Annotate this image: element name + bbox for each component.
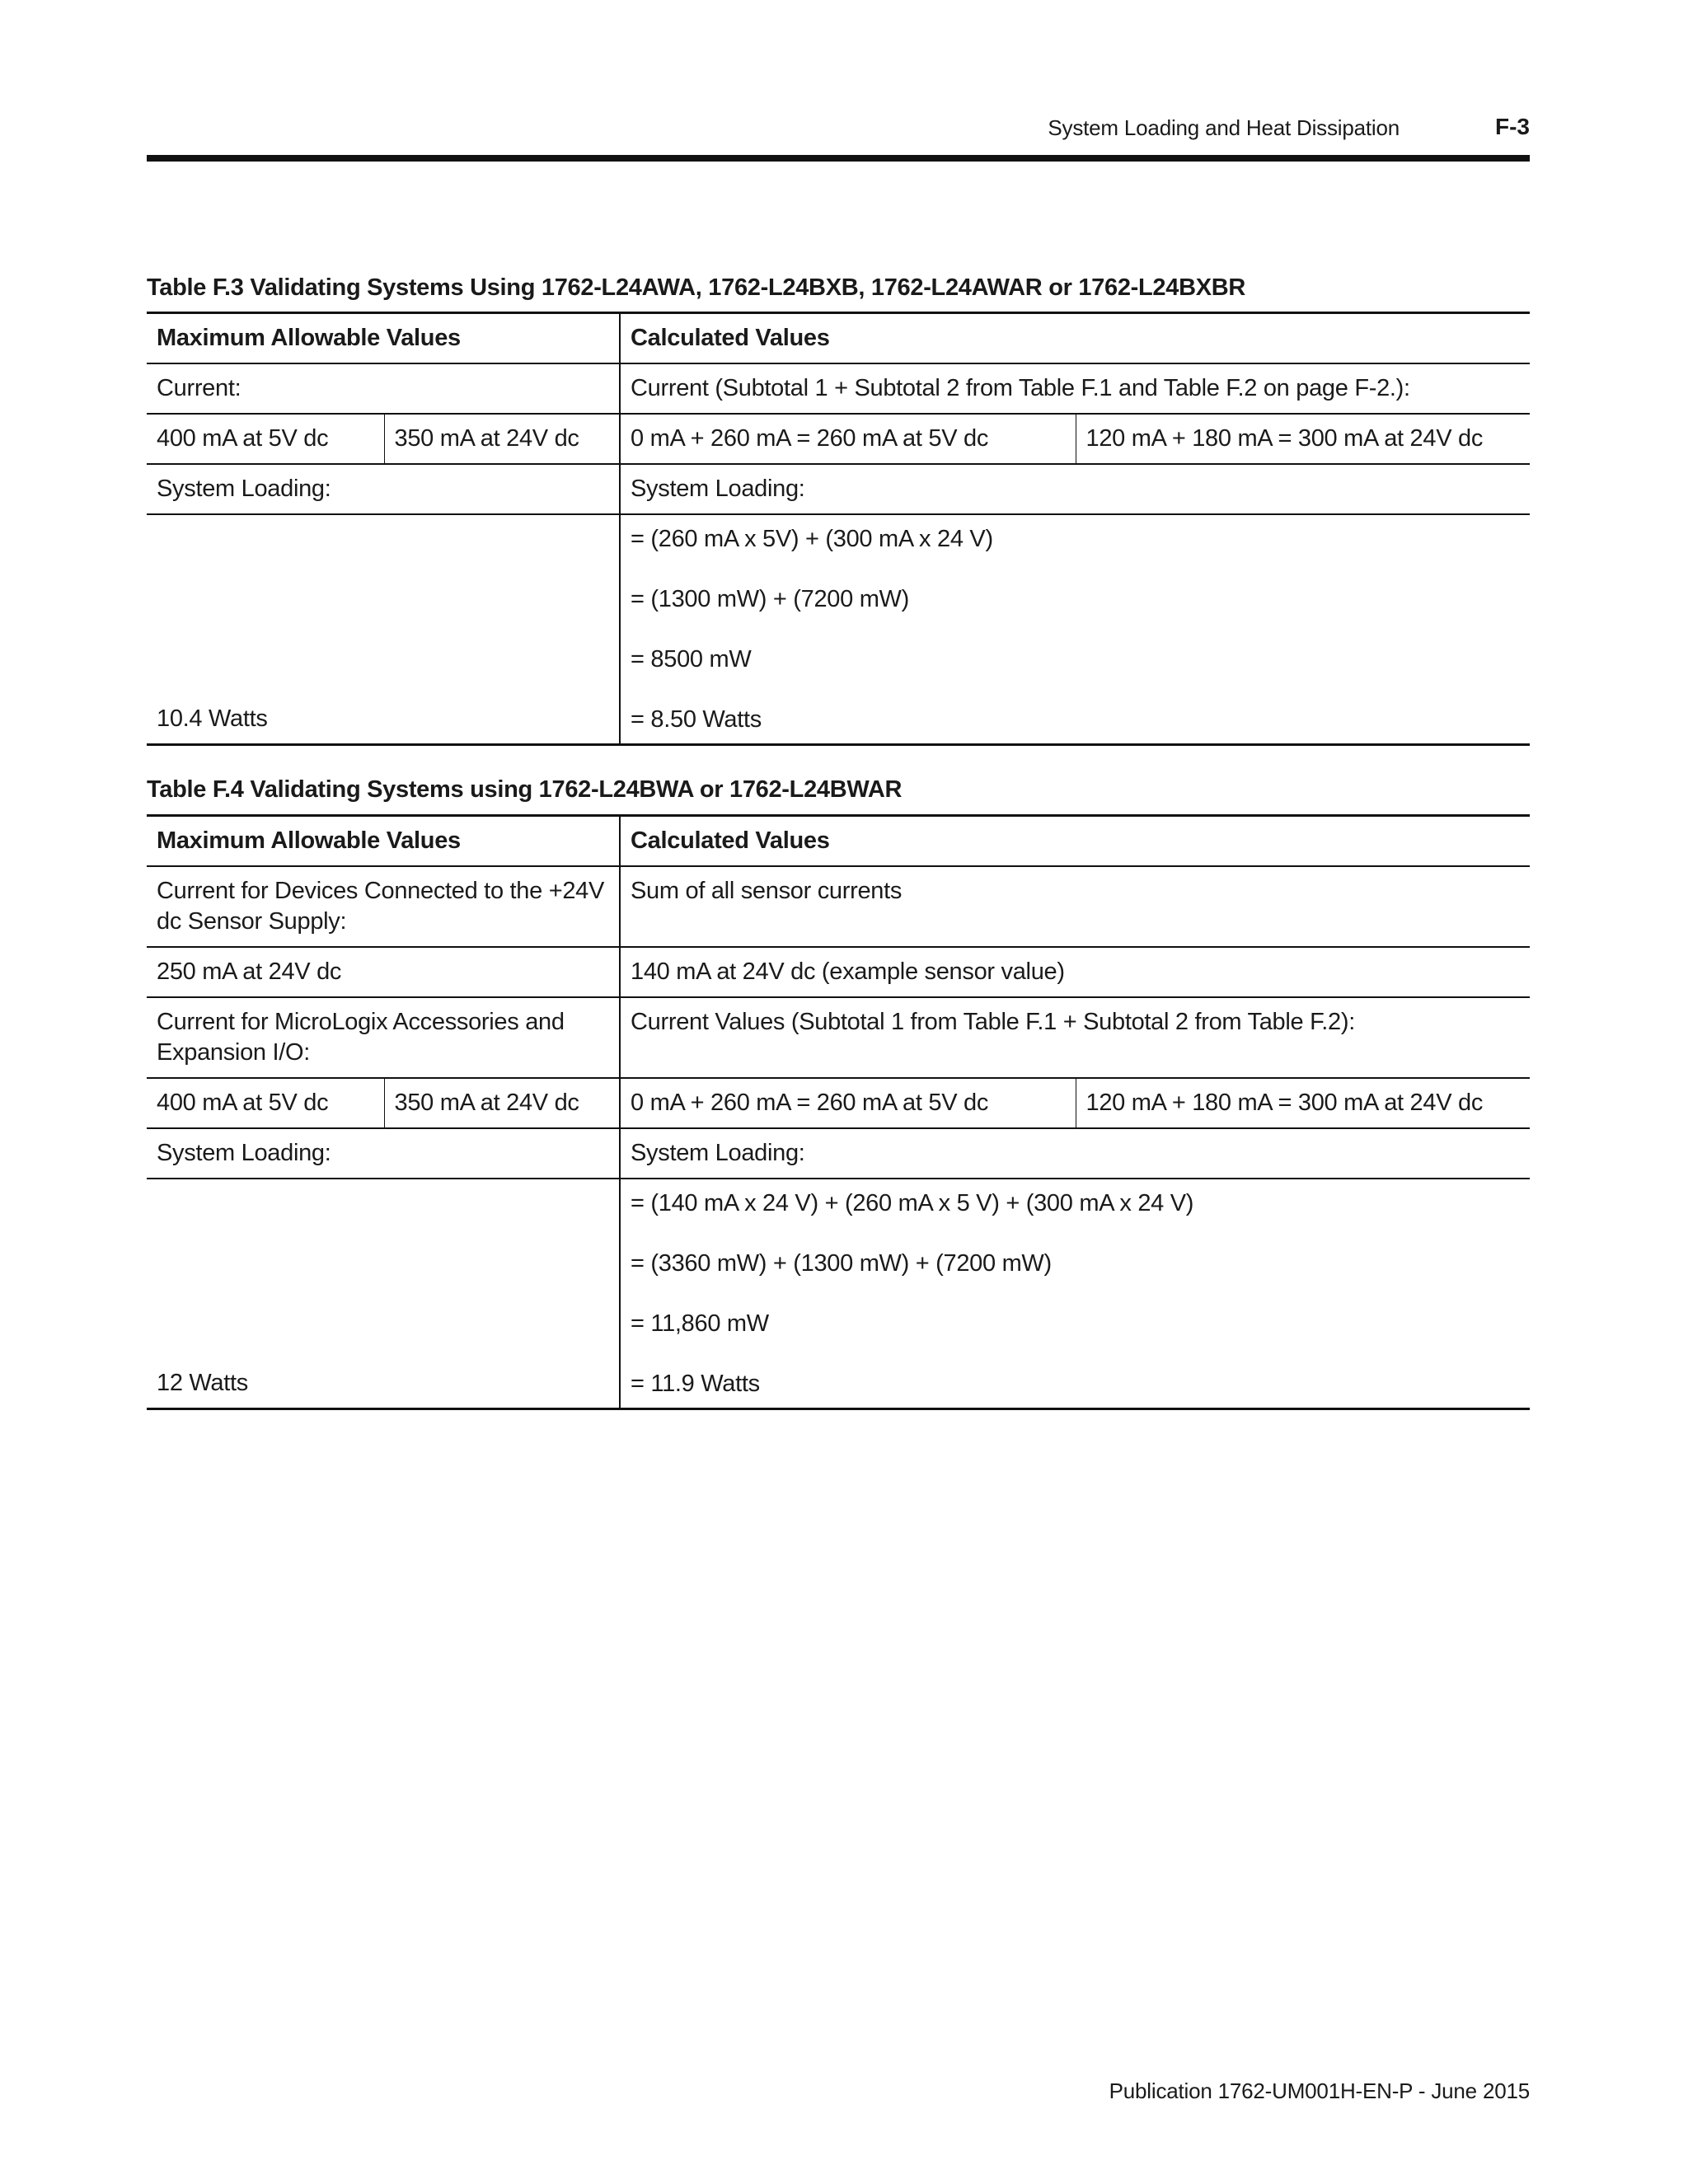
header-rule: [147, 155, 1530, 162]
sensor-max-cell: 250 mA at 24V dc: [147, 947, 620, 997]
table-row: [147, 866, 1530, 947]
table-f4: [147, 814, 1530, 1410]
table-row: [147, 414, 1530, 464]
table-row: [147, 1078, 1530, 1128]
accessories-calc-label: Current Values (Subtotal 1 from Table F.1 + Subtotal 2 from Table F.2):: [620, 997, 1530, 1078]
table-row: [147, 947, 1530, 997]
table-row: [147, 514, 1530, 745]
equations-cell: [620, 1179, 1530, 1409]
sensor-calc-cell: 140 mA at 24V dc (example sensor value): [620, 947, 1530, 997]
sensor-calc-label: Sum of all sensor currents: [620, 866, 1530, 947]
calc-5v-cell: 0 mA + 260 mA = 260 mA at 5V dc: [620, 1078, 1076, 1128]
table-row: [147, 816, 1530, 867]
table-f3: [147, 312, 1530, 746]
sensor-supply-label: Current for Devices Connected to the +24V dc Sensor Supply:: [147, 866, 620, 947]
table-row: [147, 313, 1530, 364]
calc-5v-cell: 0 mA + 260 mA = 260 mA at 5V dc: [620, 414, 1076, 464]
equation-line: = 8.50 Watts: [631, 706, 762, 733]
table-row: [147, 363, 1530, 414]
column-header-calc: Calculated Values: [620, 313, 1530, 364]
max-watts-value: 10.4 Watts: [157, 705, 268, 732]
accessories-label: Current for MicroLogix Accessories and Expansion I/O:: [147, 997, 620, 1078]
system-loading-calc-label: System Loading:: [620, 464, 1530, 514]
equation-line: = 8500 mW: [631, 646, 752, 673]
current-calc-label: Current (Subtotal 1 + Subtotal 2 from Table F.1 and Table F.2 on page F-2.):: [620, 363, 1530, 414]
table-f4-title: Table F.4 Validating Systems using 1762-L24BWA or 1762-L24BWAR: [147, 776, 903, 803]
table-row: [147, 1179, 1530, 1409]
publication-footer: Publication 1762-UM001H-EN-P - June 2015: [1109, 2079, 1530, 2103]
column-header-max: Maximum Allowable Values: [147, 816, 620, 867]
max-watts-cell: [147, 514, 620, 745]
page-number: F-3: [1495, 114, 1530, 139]
table-row: [147, 464, 1530, 514]
max-24v-cell: 350 mA at 24V dc: [384, 414, 620, 464]
calc-24v-cell: 120 mA + 180 mA = 300 mA at 24V dc: [1076, 1078, 1530, 1128]
equation-line: = (260 mA x 5V) + (300 mA x 24 V): [631, 526, 993, 552]
system-loading-label: System Loading:: [147, 1128, 620, 1179]
max-watts-cell: [147, 1179, 620, 1409]
current-label: Current:: [147, 363, 620, 414]
column-header-max: Maximum Allowable Values: [147, 313, 620, 364]
max-24v-cell: 350 mA at 24V dc: [384, 1078, 620, 1128]
system-loading-label: System Loading:: [147, 464, 620, 514]
column-header-calc: Calculated Values: [620, 816, 1530, 867]
equation-line: = (140 mA x 24 V) + (260 mA x 5 V) + (300 mA x 24 V): [631, 1190, 1194, 1216]
max-5v-cell: 400 mA at 5V dc: [147, 414, 384, 464]
system-loading-calc-label: System Loading:: [620, 1128, 1530, 1179]
equation-line: = (3360 mW) + (1300 mW) + (7200 mW): [631, 1250, 1052, 1277]
equations-cell: [620, 514, 1530, 745]
equation-line: = 11.9 Watts: [631, 1371, 760, 1397]
max-watts-value: 12 Watts: [157, 1370, 248, 1396]
running-header-title: System Loading and Heat Dissipation: [1048, 115, 1400, 140]
equation-line: = (1300 mW) + (7200 mW): [631, 586, 909, 612]
table-row: [147, 997, 1530, 1078]
equation-line: = 11,860 mW: [631, 1310, 769, 1337]
table-f3-title: Table F.3 Validating Systems Using 1762-L24AWA, 1762-L24BXB, 1762-L24AWAR or 1762-L24BXBR: [147, 274, 1246, 301]
max-5v-cell: 400 mA at 5V dc: [147, 1078, 384, 1128]
table-row: [147, 1128, 1530, 1179]
calc-24v-cell: 120 mA + 180 mA = 300 mA at 24V dc: [1076, 414, 1530, 464]
